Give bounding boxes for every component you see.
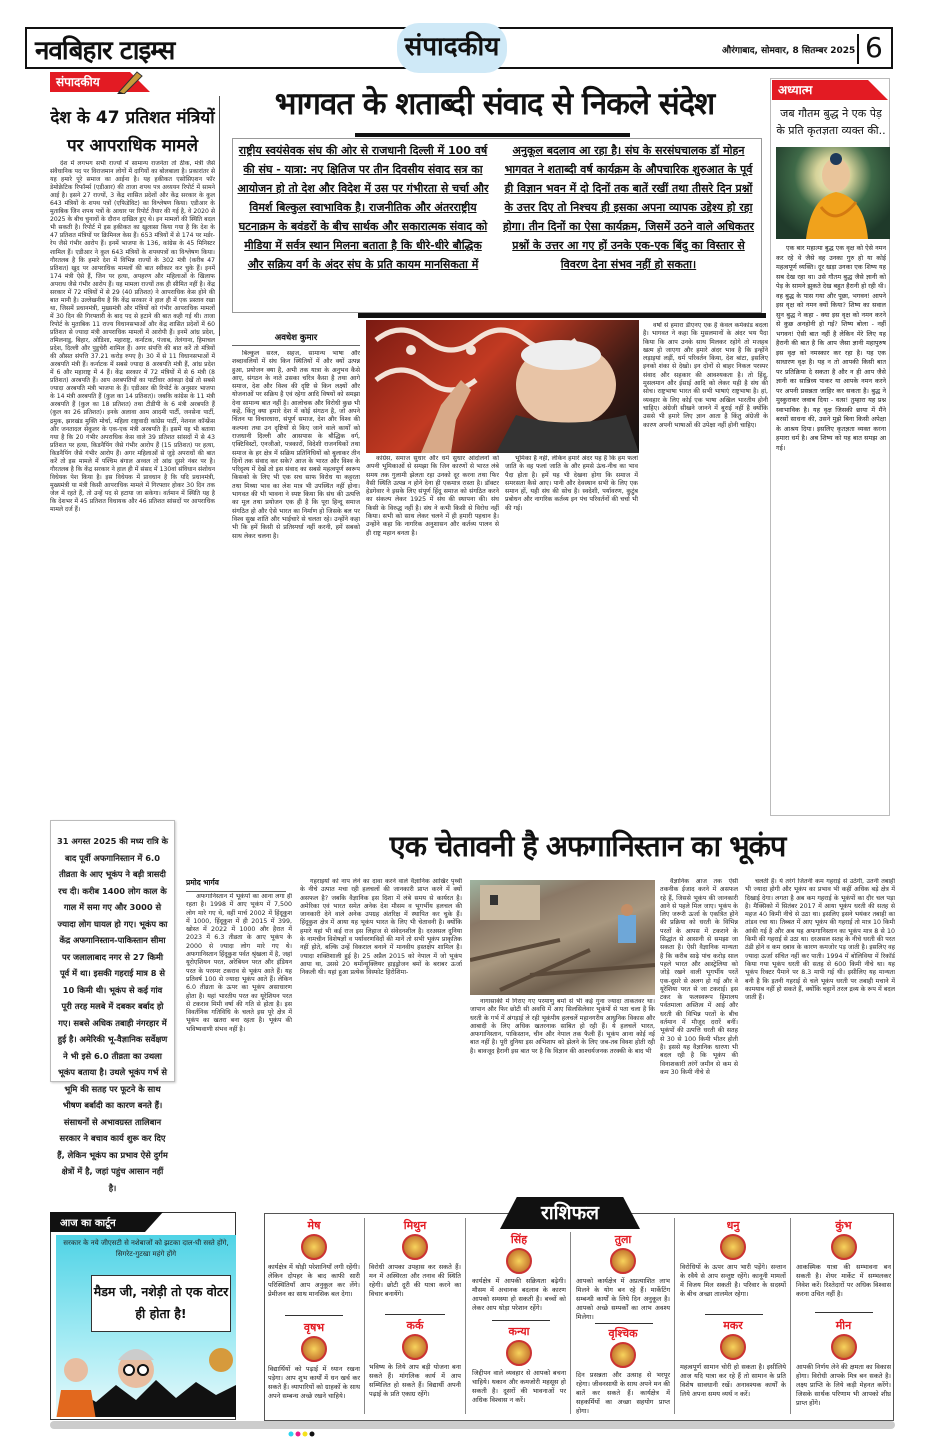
rashi-text: दिन प्रसन्नता और उत्साह से भरपूर रहेगा। जीवनसाथी के साथ अपने मन की बातें कर सकते हैं। कार्यक्षेत्र में सहकर्मियों का अच्छा सहयोग प्राप्त होगा। <box>576 1371 670 1415</box>
sagittarius-icon <box>720 1234 746 1260</box>
rashi-name: कर्क <box>406 1319 424 1332</box>
quake-col-2-paragraph: गहराइयों को नाप लेने का दावा करने वाले वैज्ञानिक आखिर पृथ्वी के नीचे उत्पात मचा रही हलचलों की जानकारी प्राप्त करने में क्यों असफल है? जबकि वैज्ञानिक इस दिशा में लंबे समय से कार्यरत है। अमेरिका एवं भारत समेत अनेक देश मौसम व भूगर्भीय हलचल की जानकारी देने वाले अनेक उपग्रह अंतरिक्ष में स्थापित कर चुके हैं। हिंदूकुश क्षेत्र में आया यह भूकंप भारत के लिए भी चेतावनी है। क्योंकि हमारे यहां भी कई राज इस लिहाज से संवेदनशील है। दरअसल दुनिया के नामचीन विशेषज्ञों व पर्यावरणविदों की मानें तो सभी भूकंप प्राकृतिक नहीं होते, बल्कि उन्हें विकराल बनाने में मानवीय हस्तक्षेप शामिल है। ज्यादा शक्तिशाली हुई है। 25 अप्रैल 2015 को नेपाल में जो भूकंप आया था, उससे 20 थर्मोन्यूक्लियर हाइड्रोजन बमों के बराबर ऊर्जा निकली थी। यहां हुआ प्रत्येक विस्फोट हिरोशिमा- <box>300 878 462 977</box>
rashi-name: वृश्चिक <box>608 1327 638 1340</box>
rashi-name: कुंभ <box>835 1219 852 1232</box>
rashi-text: महत्वपूर्ण सामान चोरी हो सकता है। इसीलिये आज यदि यात्रा कर रहे हैं तो सामान के प्रति विशेष सावधानी रखें। अनावश्यक कार्यों के लिये अपना समय व्यर्थ न करें। <box>680 1363 786 1398</box>
rashi-divider <box>465 1218 466 1414</box>
pen-icon <box>115 70 145 94</box>
quake-col-3-paragraph: नागासाकी में गिराए गए परमाणु बमों से भी कई गुना ज्यादा ताकतवर था। जापान और फिर छोटी सी अवधि में आए सिलसिलेवार भूकंपों से पता चला है कि धरती के गर्भ में अंगड़ाई ले रही भूकंपीय हलचलें महानगरीय आधुनिक विकास और आबादी के लिए अधिक खतरनाक साबित हो रही हैं। ये हलचलें भारत, अफगानिस्तान, पाकिस्तान, चीन और नेपाल तक फैली हैं। भूकंप आना कोई नई बात नहीं है। पूरी दुनिया इस अभिशाप को झेलने के लिए जब-तब विवश होती रही है। बावजूद हैरानी इस बात पर है कि विज्ञान की आश्चर्यजनक तरक्की के बाद भी <box>470 998 655 1055</box>
rashi-name: मिथुन <box>403 1219 427 1232</box>
cartoon-caption: सरकार के नये जीएसटी से नशेबाजों को झटका दाल-घी सस्ते होंगे, सिगरेट-गुटखा महंगे होंगे <box>63 1239 229 1258</box>
rashi-divider <box>364 1218 365 1414</box>
rashi-text: विरोधी आपका उपहास कर सकते हैं। मन में अस्थिरता और तनाव की स्थिति रहेगी। छोटी दूरी की यात्रा करने का विचार बनायेंगे। <box>369 1263 461 1298</box>
rashi-tula <box>576 1232 670 1322</box>
quake-col-3 <box>470 998 655 1150</box>
rashi-separator <box>705 1314 763 1315</box>
rashi-name: कन्या <box>508 1325 530 1338</box>
pisces-icon <box>831 1334 857 1360</box>
tag-arrow <box>145 1212 163 1232</box>
editorial-body <box>50 160 215 800</box>
bhagwat-photo <box>366 320 639 453</box>
quake-col-1-paragraph: अफगानिस्तान में भूकंपों का आना लगा ही रहता है। 1998 में आए भूकंप में 7,500 लोग मारे गए थे, वहीं मार्च 2002 में हिंदूकुश में 1000, हिंदूकुश में ही 2015 में 399, खोस्त में 2022 में 1000 और हैरात में 2023 में 6.3 तीव्रता के आए भूकंप के 2000 से ज्यादा लोग मारे गए थे। अफगानिस्तान हिंदूकुश पर्वत श्रृंखला में है, जहां यूरोएशियन परत, अरेबियन परत और इंडियन परत के परस्पर टकराव से भूकंप आते हैं। यह प्रतिवर्ष 100 से ज्यादा भूकंप आते हैं। लेकिन 6.0 तीव्रता के ऊपर का भूकंप असाधारण होता है। यहां भारतीय परत का यूरेशियन परत से टकराव मिमी वर्षा की गति से होता है। इस विवर्तनिक गतिविधि के चलते इस पूरे क्षेत्र में भूकंप का खतरा बना रहता है। भूकंप की भविष्यवाणी संभव नहीं है। <box>186 893 292 1033</box>
rashi-name: मीन <box>835 1319 852 1332</box>
rashifal-title: राशिफल <box>540 1202 600 1224</box>
rashi-dhanu <box>680 1218 786 1299</box>
rashi-mesh <box>268 1218 360 1299</box>
rashi-divider <box>570 1232 571 1414</box>
column-rule <box>219 96 220 336</box>
rashi-divider <box>790 1218 791 1414</box>
rashi-name: सिंह <box>510 1233 528 1246</box>
quake-col-1 <box>186 893 292 1150</box>
byline: अवधेश कुमार <box>232 332 360 346</box>
quake-col-2 <box>300 878 462 1150</box>
adhyatma-tag-label: अध्यात्म <box>778 83 813 97</box>
pullquote-box <box>232 138 762 313</box>
capricorn-icon <box>720 1334 746 1360</box>
quake-col-5 <box>745 878 895 1150</box>
rashi-vrishabh <box>268 1320 360 1401</box>
rashi-vrishchik <box>576 1326 670 1416</box>
main-col-4 <box>643 322 768 806</box>
taurus-icon <box>301 1336 327 1362</box>
rashi-kanya <box>472 1324 566 1405</box>
cartoon-image <box>56 1235 236 1417</box>
adhyatma-body <box>776 244 886 812</box>
aries-icon <box>301 1234 327 1260</box>
cartoon-tag: आज का कार्टून <box>50 1212 145 1232</box>
rashi-kumbh <box>796 1218 891 1299</box>
page-number: 6 <box>865 31 883 64</box>
cartoon-box <box>50 1212 236 1420</box>
rashi-text: आपको कार्यक्षेत्र में अप्रत्याशित लाभ मिलने के योग बन रहे हैं। मार्केटिंग सम्बन्धी कार्यों के लिये दिन अनुकूल है। आपको अच्छे सम्पर्कों का लाभ अवश्य मिलेगा। <box>576 1277 670 1321</box>
rashi-text: कार्यक्षेत्र में आपकी सक्रियता बढ़ेगी। मौसम में अचानक बदलाव के कारण आपको समस्या हो सकती है। बच्चों को लेकर आप थोड़ा परेशान रहेंगे। <box>472 1277 566 1312</box>
section-rule <box>358 313 766 318</box>
buddha-image <box>776 147 890 239</box>
quake-col-4-paragraph: वैज्ञानिक आज तक ऐसी तकनीक ईजाद करने में असफल रहे हैं, जिससे भूकंप की जानकारी आने से पहले मिल जाए। भूकंप के लिए जरूरी ऊर्जा के एकत्रित होने की प्रक्रिया को धरती के विभिन्न परतों के आपस में टकराने के सिद्धांत से आसानी से समझा जा सकता है। ऐसी वैज्ञानिक मान्यता है कि करीब साढ़े पांच करोड़ साल पहले भारत और आस्ट्रेलिया को जोड़े रखने वाली भूगर्भीय परतें एक-दूसरे से अलग हो गई और वे यूरेशिया परत से जा टकराई। इस टकर के फलस्वरूप हिमालय पर्वतमाला अस्तित्व में आई और धरती की विभिन्न परतों के बीच वर्तमान में मौजूद दरारें बनीं। भूकंपों की उत्पत्ति धरती की सतह से 30 से 100 किमी भीतर होती है। इससे यह वैज्ञानिक धारणा भी बदल रही है कि भूकंप की विनाशकारी तरंगें जमीन से कम से कम 30 किमी नीचे से <box>660 878 738 1076</box>
rashi-kark <box>369 1318 461 1399</box>
rashi-divider <box>674 1218 675 1414</box>
rashi-text: भविष्य के लिये आप बड़ी योजना बना सकते हैं। मांगलिक कार्य में आप सम्मिलित हो सकते हैं। विद्यार्थी अपनी पढ़ाई के प्रति एकाग्र रहेंगे। <box>369 1363 461 1398</box>
rashi-separator <box>285 1315 343 1316</box>
adhyatma-headline: जब गौतम बुद्ध ने एक पेड़ के प्रति कृतज्ञता व्यक्त की.. <box>776 107 886 137</box>
editorial-headline: देश के 47 प्रतिशत मंत्रियों पर आपराधिक मामले <box>50 108 215 156</box>
main-col-1-paragraph: बिल्कुल सरल, सहज, सामान्य भाषा और शब्दावलियों में संघ किन स्थितियों में और क्यों उत्पन्न हुआ, प्रयोजन क्या है, अभी तक यात्रा के अनुभव कैसे आए, संगठन के नाते उसका चरित्र कैसा है तथा आगे समाज, देश और विश्व की दृष्टि से किन लक्ष्यों और योजनाओं पर सक्रिय है एवं रहेगा आदि विषयों को समझा देना सामान्य बात नहीं है। आलोचक और विरोधी कुछ भी कहें, किंतु क्या हमारे देश में कोई संगठन है, जो अपने चिंतन या विचारधारा, संपूर्ण समाज, देश और विश्व की कल्पना तथा उन दृष्टियों से किए जाने वाले कार्यों को राजधानी दिल्ली और आसपास के बौद्धिक वर्ग, एक्टिविस्टों, एनजीओ, पत्रकारों, विदेशी राजनयिकों तथा समाज के हर क्षेत्र में सक्रिय प्रतिनिधियों को बुलाकर तीन दिनों तक संवाद कर सके? आज के भारत और विश्व के परिदृश्य में देखें तो इस संवाद का सबसे महत्वपूर्ण स्वरूप किसको के लिए भी एक सच साफ विरोध या कट्टरता तथा मिथ्या भाव का लेश मात्र भी उपस्थित नहीं होना। भागवत की भी भावना ने स्पष्ट किया कि संघ की उत्पत्ति का मूल तथा प्रयोजन एक ही है कि पूरा हिन्दू समाज संगठित हो और ऐसे भारत का निर्माण हो जिसके बल पर विश्व सुख शांति और भाईचारे से चलता रहे। उन्होंने कहा भी कि हमें किसी से प्रतिस्पर्धा नहीं करनी, हमें सबको साथ लेकर चलना है। <box>232 350 360 540</box>
adhyatma-tag <box>772 80 868 100</box>
rashi-singh <box>472 1232 566 1313</box>
main-col-3-paragraph: भूमिका है नहीं, लेकिन हमारे अंदर यह है कि हम फलां जाति के वह फलां जाति के और हमसे ऊंच-नीच का भाव पैदा होता है। हमें यह भी देखना होगा कि समाज में समरसता कैसे आए। पानी और देवस्थान सभी के लिए एक समान हों, यही संघ की सोच है। स्वदेशी, पर्यावरण, कुटुंब प्रबोधन और नागरिक कर्तव्य इन पंच परिवर्तनों की चर्चा भी की गई। <box>505 455 638 512</box>
divider <box>857 34 859 64</box>
quake-summary-box <box>50 820 175 1193</box>
rashi-name: धनु <box>726 1219 740 1232</box>
main-col-4-paragraph: वर्षों से हमारा डीएनए एक है केवल कर्मकांड बदला है। भागवत ने कहा कि मुसलमानों के अंदर भय पैदा किया कि आप उनके साथ मिलकर रहोगे तो मजहब खत्म हो जाएगा और हमारे अंदर भाव है कि इन्होंने लड़ाइयां लड़ीं, धर्म परिवर्तन किया, देश बांटा, इसलिए इनको शंका से देखो। इन दोनों से बाहर निकल परस्पर संवाद और सहकार की आवश्यकता है। तो हिंदू, मुसलमान और ईसाई आदि को लेकर यही है संघ की सोच। राष्ट्रभाषा भारत की सभी भाषाएं राष्ट्रभाषा है। हां, व्यवहार के लिए कोई एक भाषा अखिल भारतीय होनी चाहिए। अंग्रेजी सीखने जानने में बुराई नहीं है क्योंकि उससे भी हमारे लिए ज्ञान आता है किंतु अंग्रेजी के कारण अपनी भाषाओं की उपेक्षा नहीं होनी चाहिए। <box>643 322 768 429</box>
cancer-icon <box>402 1334 428 1360</box>
rashi-text: कार्यक्षेत्र में थोड़ी परेशानियाँ लगी रहेंगी। लेकिन दोपहर के बाद काफी सारी परिस्थितियाँ आप अनुकूल कर लेंगे। प्रेमीजन का साथ मानसिक बल देगा। <box>268 1263 360 1298</box>
rashi-makar <box>680 1318 786 1399</box>
rashi-name: मेष <box>307 1219 321 1232</box>
masthead <box>25 27 893 69</box>
rashi-name: तुला <box>614 1233 632 1246</box>
virgo-icon <box>506 1340 532 1366</box>
main-col-2 <box>366 455 499 805</box>
libra-icon <box>610 1248 636 1274</box>
rashi-meen <box>796 1318 891 1408</box>
main-col-2-paragraph: कांग्रेस, समाज सुधार और धर्म सुधार आंदोलनों को अपनी भूमिकाओं से समझा कि जिन कारणों से भारत लंबे समय तक गुलामी झेलता रहा उनको दूर करना तथा फिर वैसी स्थिति उत्पन्न न होने देना ही एकमात्र रास्ता है। डॉक्टर हेडगेवार ने इसके लिए संपूर्ण हिंदू समाज को संगठित करने का संकल्प लेकर 1925 में संघ की स्थापना की। संघ किसी के विरुद्ध नहीं है। संघ ने कभी किसी से विरोध नहीं किया। सभी को साथ लेकर चलने में ही हमारी पहचान है। उन्होंने कहा कि नागरिक अनुशासन और कर्तव्य पालन से ही राष्ट्र महान बनता है। <box>366 455 499 537</box>
speech-bubble: मैडम जी, नशेड़ी तो एक वोटर ही होता है! <box>91 1275 231 1332</box>
editorial-tag-label: संपादकीय <box>56 75 100 89</box>
rashi-text: जिद्दीपन वाले व्यवहार से आपको बचना चाहिये। थकान और कमजोरी महसूस हो सकती है। दूसरों की भावनाओं पर अधिक विश्वास न करें। <box>472 1369 566 1404</box>
editorial-paragraph: देश में लगभग सभी राज्यों में सामान्य राजनेता तो ठीक, मंत्री जैसे संवैधानिक पद पर विराजमान लोगों में दागियों का बोलबाला है। प्रकारांतर से यह हमारे पूरे समाज का आईना है। यह हकीकत एसोसिएशन फॉर डेमोक्रेटिक रिफॉर्म्स (एडीआर) की ताजा शपथ पत्र अध्ययन रिपोर्ट में सामने आई है। इसने 27 राज्यों, 3 केंद्र शासित प्रदेशों और केंद्र सरकार के कुल 643 मंत्रियों के शपथ पत्रों (एफिडेविट) का विश्लेषण किया। एडीआर के मुताबिक जिन शपथ पत्रों के आधार पर रिपोर्ट तैयार की गई है, वे 2020 से 2025 के बीच चुनावों के दौरान दाखिल हुए थे। इन मामलों की स्थिति बदल भी सकती है। रिपोर्ट में इस हकीकत का खुलासा किया गया है कि देश के 47 प्रतिशत मंत्रियों पर क्रिमिनल केस हैं। 653 मंत्रियों में से 174 पर मर्डर-रेप जैसे गंभीर आरोप हैं। इनमें भाजपा के 136, कांग्रेस के 45 मिनिस्टर शामिल हैं। एडीआर ने कुल 643 मंत्रियों के शपथपत्रों का विश्लेषण किया। गौरतलब है कि हमारे देश में विभिन्न राज्यों के 302 मंत्री (करीब 47 प्रतिशत) खुद पर आपराधिक मामलों की बात स्वीकार कर चुके हैं। इनमें 174 मंत्री ऐसे हैं, जिन पर हत्या, अपहरण और महिलाओं के खिलाफ अपराध जैसे गंभीर आरोप हैं। यह मामला राज्यों तक ही सीमित नहीं है। केंद्र सरकार में 72 मंत्रियों में से 29 (40 प्रतिशत) ने आपराधिक केस होने की बात मानी है। उल्लेखनीय है कि केंद्र सरकार ने हाल ही में एक प्रस्ताव रखा था, जिसमें प्रधानमंत्री, मुख्यमंत्री और मंत्रियों को गंभीर आपराधिक मामलों में 30 दिन की गिरफ्तारी के बाद पद से हटाने की बात कही गई थी। ताजा रिपोर्ट के मुताबिक 11 राज्य विधानसभाओं और केंद्र शासित प्रदेशों में 60 प्रतिशत से ज्यादा मंत्री आपराधिक मामलों में आरोपी हैं। इनमें आंध्र प्रदेश, तमिलनाडु, बिहार, ओडिशा, महाराष्ट्र, कर्नाटक, पंजाब, तेलंगाना, हिमाचल प्रदेश, दिल्ली और पुडुचेरी शामिल हैं। अगर संपत्ति की बात करें तो मंत्रियों की औसत संपत्ति 37.21 करोड़ रुपए है। 30 में से 11 विधानसभाओं में अरबपति मंत्री हैं। कर्नाटक में सबसे ज्यादा 8 अरबपति मंत्री हैं, आंध्र प्रदेश में 6 और महाराष्ट्र में 4 हैं। केंद्र सरकार में 72 मंत्रियों में से 6 मंत्री (8 प्रतिशत) अरबपति हैं। आप अरबपतियों का पार्टीवार आंकड़ा देखें तो सबसे ज्यादा अरबपति मंत्री भाजपा के हैं। एडीआर की रिपोर्ट के अनुसार भाजपा के 14 मंत्री अरबपति हैं (कुल का 14 प्रतिशत)। जबकि कांग्रेस के 11 मंत्री अरबपति हैं (कुल का 18 प्रतिशत) तथा टीडीपी के 6 मंत्री अरबपति हैं (कुल का 26 प्रतिशत)। इनके अलावा आम आदमी पार्टी, जनसेना पार्टी, द्रमुक, झारखंड मुक्ति मोर्चा, महिला राष्ट्रवादी कांग्रेस पार्टी, नेशनल कॉन्फ्रेंस और जनतादल सेकुलर के एक-एक मंत्री अरबपति हैं। इसमें यह भी बताया गया है कि 20 गंभीर अपराधिक केस वाले 39 प्रतिशत सांसदों में से 43 प्रतिशत पर हत्या, किडनैपिंग जैसे गंभीर आरोप हैं (15 प्रतिशत) पर हत्या, किडनैपिंग जैसे गंभीर आरोप हैं। अगर महिलाओं से जुड़े अपराधों की बात करें तो इस मामले में पश्चिम बंगाल अव्वल तो आंध्र दूसरे नंबर पर है। गौरतलब है कि केंद्र सरकार ने हाल ही में संसद में 130वां संविधान संशोधन विधेयक पेश किया है। इस विधेयक में प्रावधान है कि यदि प्रधानमंत्री, मुख्यमंत्री या मंत्री किसी आपराधिक मामले में गिरफ्तार होकर 30 दिन तक जेल में रहते हैं, तो उन्हें पद से हटाया जा सकेगा। वर्तमान में स्थिति यह है कि देशभर में 45 प्रतिशत विधायक और 46 प्रतिशत सांसदों पर आपराधिक मामले दर्ज हैं। <box>50 160 215 514</box>
rashi-name: मकर <box>723 1319 743 1332</box>
pullquote-right: अनुकूल बदलाव आ रहा है। संघ के सरसंघचालक डॉ मोहन भागवत ने शताब्दी वर्ष कार्यक्रम के औपचारिक शुरुआत के पूर्व ही विज्ञान भवन में दो दिनों तक बातें रखीं तथा तीसरे दिन प्रश्नों के उत्तर दिए तो निश्चय ही इसका अपना व्यापक उद्देश्य हो रहा होगा। तीन दिनों का ऐसा कार्यक्रम, जिसमें उठने वाले अधिकतर प्रश्नों के उत्तर आ गए हों उनके एक-एक बिंदु का विस्तार से विवरण देना संभव नहीं हो सकता। <box>503 144 754 271</box>
earthquake-rubble-photo <box>470 880 655 995</box>
dateline: औरंगाबाद, सोमवार, 8 सितम्बर 2025 <box>722 46 856 56</box>
quake-col-4 <box>660 878 738 1150</box>
quake-byline: प्रमोद भार्गव <box>186 878 286 892</box>
print-registration-bar <box>322 1421 895 1429</box>
rashi-separator <box>492 1320 550 1321</box>
main-col-1 <box>232 350 360 806</box>
main-headline: भागवत के शताब्दी संवाद से निकले संदेश <box>274 86 715 122</box>
rashi-separator <box>815 1312 873 1313</box>
rashi-separator <box>595 1323 653 1324</box>
headline-rule <box>355 133 630 137</box>
quake-col-5-paragraph: चलती हैं। ये तरंगें जितनी कम गहराई से उठेंगी, उतनी तबाही भी ज्यादा होगी और भूकंप का प्रभाव भी कहीं अधिक बड़े क्षेत्र में दिखाई देगा। लगता है अब कम गहराई के भूकंपों का दौर चल पड़ा है। मैक्सिको में सितंबर 2017 में आया भूकंप धरती की सतह से महज 40 किमी नीचे से उठा था। इसलिए इसने भयंकर तबाही का तांडव रचा था। तिब्बत में आए भूकंप की गहराई तो मात्र 10 किमी आंकी गई है और अब यह अफगानिस्तान का भूकंप मात्र 8 से 10 किमी की गहराई से उठा था। दरअसल सतह के नीचे धरती की परत ठंडी होने व कम दबाव के कारण कमजोर पड़ जाती है। इसलिए वह ज्यादा ऊर्जा संचित नहीं कर पाती। 1994 में बोलिविया में रिकॉर्ड किया गया भूकंप धरती की सतह से 600 किमी नीचे था। यह भूकंप रिक्टर पैमाने पर 8.3 मापी गई थी। इसीलिए यह मान्यता बनी है कि इतनी गहराई से चले भूकंप धरती पर तबाही मचाने में कामयाब नहीं हो सकते हैं, क्योंकि चट्टानें तरल द्रव्य के रूप में बदल जाती हैं। <box>745 878 895 1002</box>
rashi-mithun <box>369 1218 461 1299</box>
pullquote-left: राष्ट्रीय स्वयंसेवक संघ की ओर से राजधानी दिल्ली में 100 वर्ष की संघ - यात्रा: नए क्षितिज पर तीन दिवसीय संवाद सत्र का आयोजन हो तो देश और विदेश में उस पर गंभीरता से चर्चा और विमर्श बिल्कुल स्वाभाविक है। राजनीतिक और अंतरराष्ट्रीय घटनाक्रम के बवंडरों के बीच सार्थक और सकारात्मक संवाद को मीडिया में सर्वत्र स्थान मिलना बताता है कि धीरे-धीरे बौद्धिक और सक्रिय वर्ग के अंदर संघ के प्रति कायम मानसिकता में <box>237 144 489 271</box>
adhyatma-paragraph: एक बार महात्मा बुद्ध एक वृक्ष को ऐसे नमन कर रहे थे जैसे वह उनका गुरु हो या कोई महत्वपूर्ण व्यक्ति। दूर खड़ा उनका एक शिष्य यह सब देख रहा था। उसे गौतम बुद्ध जैसे ज्ञानी को पेड़ के सामने झुकते देख बहुत हैरानी हो रही थी। वह बुद्ध के पास गया और पूछा, भगवन! आपने इस वृक्ष को नमन क्यों किया? शिष्य का सवाल सुन बुद्ध ने कहा - क्या इस वृक्ष को नमन करने से कुछ अनहोनी हो गई? शिष्य बोला - नहीं भगवन! ऐसी बात नहीं है लेकिन मेरे लिए यह हैरानी की बात है कि आप जैसा ज्ञानी महापुरुष इस वृक्ष को नमस्कार कर रहा है। यह एक साधारण वृक्ष है। यह न तो आपकी किसी बात पर प्रतिक्रिया दे सकता है और न ही आप जैसे ज्ञानी का सान्निध्य पाकर या आपके नमन करने पर अपनी प्रसन्नता जाहिर कर सकता है। बुद्ध ने मुस्कुराकर जवाब दिया - वत्स! तुम्हारा यह प्रश्न स्वाभाविक है। यह वृक्ष जिसकी छाया में मैंने बरसों साधना की, उसने मुझे बिना किसी अपेक्षा के आश्रय दिया। इसलिए कृतज्ञता व्यक्त करना हमारा धर्म है। अब शिष्य को यह बात समझ आ गई। <box>776 244 886 452</box>
rashi-text: विरोधियों के ऊपर आप भारी पड़ेंगे। सन्तान के रवैये से आप सन्तुष्ट रहेंगे। कानूनी मामलों में विजय मिल सकती है। परिवार के सदस्यों के बीच अच्छा तालमेल रहेगा। <box>680 1263 786 1298</box>
main-col-3 <box>505 455 638 805</box>
rashi-name: वृषभ <box>303 1321 325 1334</box>
quake-headline: एक चेतावनी है अफगानिस्तान का भूकंप <box>389 829 786 863</box>
quake-summary-text: 31 अगस्त 2025 की मध्य रात्रि के बाद पूर्वी अफगानिस्तान में 6.0 तीव्रता के आए भूकंप ने बड़ी त्रासदी रच दी। करीब 1400 लोग काल के गाल में समा गए और 3000 से ज्यादा लोग घायल हो गए। भूकंप का केंद्र अफगानिस्तान-पाकिस्तान सीमा पर जलालाबाद नगर से 27 किमी पूर्व में था। इसकी गहराई मात्र 8 से 10 किमी थी। भूकंप से कई गांव पूरी तरह मलबे में दबकर बर्बाद हो गए। सबसे अधिक तबाही नंगरहार में हुई है। अमेरिकी भू-वैज्ञानिक सर्वेक्षण ने भी इसे 6.0 तीव्रता का उथला भूकंप बताया है। उथले भूकंप गर्भ से भूमि की सतह पर फूटने के साथ भीषण बर्बादी का कारण बनते हैं। संसाधनों से अभावग्रस्त तालिबान सरकार ने बचाव कार्य शुरू कर दिए हैं, लेकिन भूकंप का प्रभाव ऐसे दुर्गम क्षेत्रों में है, जहां पहुंच आसान नहीं है। <box>57 836 168 1193</box>
scorpio-icon <box>610 1342 636 1368</box>
rashi-text: विद्यार्थियों को पढ़ाई में ध्यान रखना पड़ेगा। आप शुभ कार्यों में धन खर्च कर सकते हैं। व्यापारियों को ग्राहकों के साथ अपने सम्बन्ध अच्छे रखने चाहिये। <box>268 1365 360 1400</box>
rashi-separator <box>385 1314 445 1315</box>
aquarius-icon <box>831 1234 857 1260</box>
gemini-icon <box>402 1234 428 1260</box>
rashi-text: आपकी निर्णय लेने की क्षमता का विकास होगा। विरोधी आपके मित्र बन सकते है। लक्ष्य प्राप्ति के लिये कड़ी मेहनत करेंगे। जिसके सार्थक परिणाम भी आपको शीघ्र प्राप्त होंगे। <box>796 1363 891 1407</box>
newspaper-logo: नवबिहार टाइम्स <box>35 36 175 66</box>
section-title: संपादकीय <box>397 23 507 73</box>
leo-icon <box>506 1248 532 1274</box>
rashi-text: आकस्मिक यात्रा की सम्भावना बन सकती है। शेयर मार्केट में सम्भलकर निवेश करें। रिश्तेदारों पर अधिक विश्वास करना उचित नहीं है। <box>796 1263 891 1298</box>
